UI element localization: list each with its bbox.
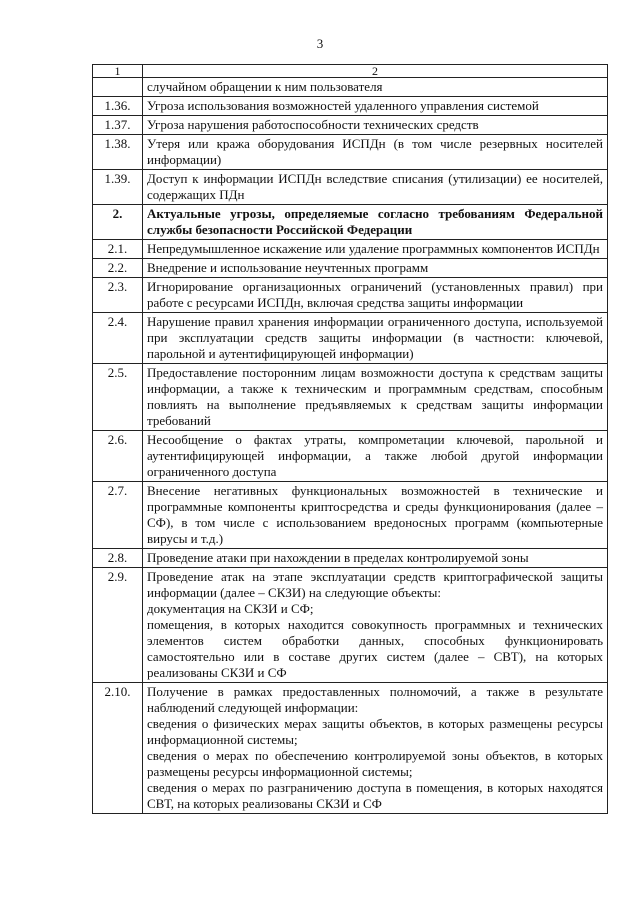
row-text <box>143 78 608 97</box>
row-text-line: сведения о физических мерах защиты объектов, в которых размещены ресурсы информационной системы; <box>147 716 603 747</box>
row-text <box>143 259 608 278</box>
row-number: 2.10. <box>93 683 143 814</box>
page-number: 3 <box>316 36 324 51</box>
row-text <box>143 116 608 135</box>
table-row <box>93 259 608 278</box>
row-text <box>143 135 608 170</box>
row-text <box>143 364 608 431</box>
row-text <box>143 683 608 814</box>
row-text-line: случайном обращении к ним пользователя <box>147 79 383 94</box>
row-number: 1.38. <box>93 135 143 170</box>
row-text-line: Внесение негативных функциональных возможностей в технические и программные компоненты криптосредства и среды функционирования (далее – СФ), в том числе с использованием вредоносных программ (компьютерные вирусы и т.д.) <box>147 483 603 546</box>
row-text-line: Непредумышленное искажение или удаление программных компонентов ИСПДн <box>147 241 600 256</box>
row-text <box>143 549 608 568</box>
row-text-line: Игнорирование организационных ограничений (установленных правил) при работе с ресурсами ИСПДн, включая средства защиты информации <box>147 279 603 310</box>
threats-table <box>92 64 608 814</box>
row-number: 2. <box>93 205 143 240</box>
row-text-line: Угроза нарушения работоспособности технических средств <box>147 117 479 132</box>
table-row <box>93 205 608 240</box>
row-text-line: помещения, в которых находится совокупность программных и технических элементов систем обработки данных, способных функционировать самостоятельно или в составе других систем (далее – СВТ), на которых реализованы СКЗИ и СФ <box>147 617 603 680</box>
table-row <box>93 313 608 364</box>
row-text-line: Получение в рамках предоставленных полномочий, а также в результате наблюдений следующей информации: <box>147 684 603 715</box>
header-col-2: 2 <box>143 65 608 78</box>
table-row <box>93 364 608 431</box>
row-text-line: Утеря или кража оборудования ИСПДн (в том числе резервных носителей информации) <box>147 136 603 167</box>
table-row <box>93 135 608 170</box>
row-number: 2.2. <box>93 259 143 278</box>
row-text-line: Актуальные угрозы, определяемые согласно требованиям Федеральной службы безопасности Российской Федерации <box>147 206 603 237</box>
threats-table-body <box>93 65 608 814</box>
row-text-line: Доступ к информации ИСПДн вследствие списания (утилизации) ее носителей, содержащих ПДн <box>147 171 603 202</box>
table-row <box>93 240 608 259</box>
row-number: 2.1. <box>93 240 143 259</box>
table-row <box>93 116 608 135</box>
row-text-line: Внедрение и использование неучтенных программ <box>147 260 429 275</box>
row-number: 1.36. <box>93 97 143 116</box>
row-text-line: документация на СКЗИ и СФ; <box>147 601 314 616</box>
row-text-line: Угроза использования возможностей удаленного управления системой <box>147 98 539 113</box>
row-number <box>93 78 143 97</box>
row-number: 1.39. <box>93 170 143 205</box>
row-number: 2.7. <box>93 482 143 549</box>
table-row <box>93 549 608 568</box>
row-number: 2.3. <box>93 278 143 313</box>
row-text <box>143 97 608 116</box>
row-text <box>143 482 608 549</box>
row-text <box>143 240 608 259</box>
row-number: 1.37. <box>93 116 143 135</box>
table-row <box>93 278 608 313</box>
row-text <box>143 170 608 205</box>
row-text-line: Предоставление посторонним лицам возможности доступа к средствам защиты информации, а также к техническим и программным средствам, способным повлиять на выполнение предъявляемых к средствам защиты информации требований <box>147 365 603 428</box>
row-text-line: Несообщение о фактах утраты, компрометации ключевой, парольной и аутентифицирующей информации, а также любой другой информации ограниченного доступа <box>147 432 603 479</box>
row-text-line: сведения о мерах по обеспечению контролируемой зоны объектов, в которых размещены ресурсы информационной системы; <box>147 748 603 779</box>
row-text-line: Проведение атак на этапе эксплуатации средств криптографической защиты информации (далее – СКЗИ) на следующие объекты: <box>147 569 603 600</box>
row-text <box>143 278 608 313</box>
row-text <box>143 431 608 482</box>
row-number: 2.4. <box>93 313 143 364</box>
header-col-1: 1 <box>93 65 143 78</box>
row-text-line: Проведение атаки при нахождении в пределах контролируемой зоны <box>147 550 529 565</box>
row-number: 2.9. <box>93 568 143 683</box>
table-row <box>93 97 608 116</box>
row-text <box>143 205 608 240</box>
row-text <box>143 568 608 683</box>
row-text <box>143 313 608 364</box>
table-header-row <box>93 65 608 78</box>
table-row <box>93 568 608 683</box>
table-row <box>93 78 608 97</box>
row-number: 2.5. <box>93 364 143 431</box>
row-number: 2.6. <box>93 431 143 482</box>
row-text-line: Нарушение правил хранения информации ограниченного доступа, используемой при эксплуатации средств защиты информации (в частности: ключевой, парольной и аутентифицирующей информации) <box>147 314 603 361</box>
table-row <box>93 431 608 482</box>
row-number: 2.8. <box>93 549 143 568</box>
table-row <box>93 683 608 814</box>
row-text-line: сведения о мерах по разграничению доступа в помещения, в которых находятся СВТ, на которых реализованы СКЗИ и СФ <box>147 780 603 811</box>
table-row <box>93 170 608 205</box>
table-row <box>93 482 608 549</box>
